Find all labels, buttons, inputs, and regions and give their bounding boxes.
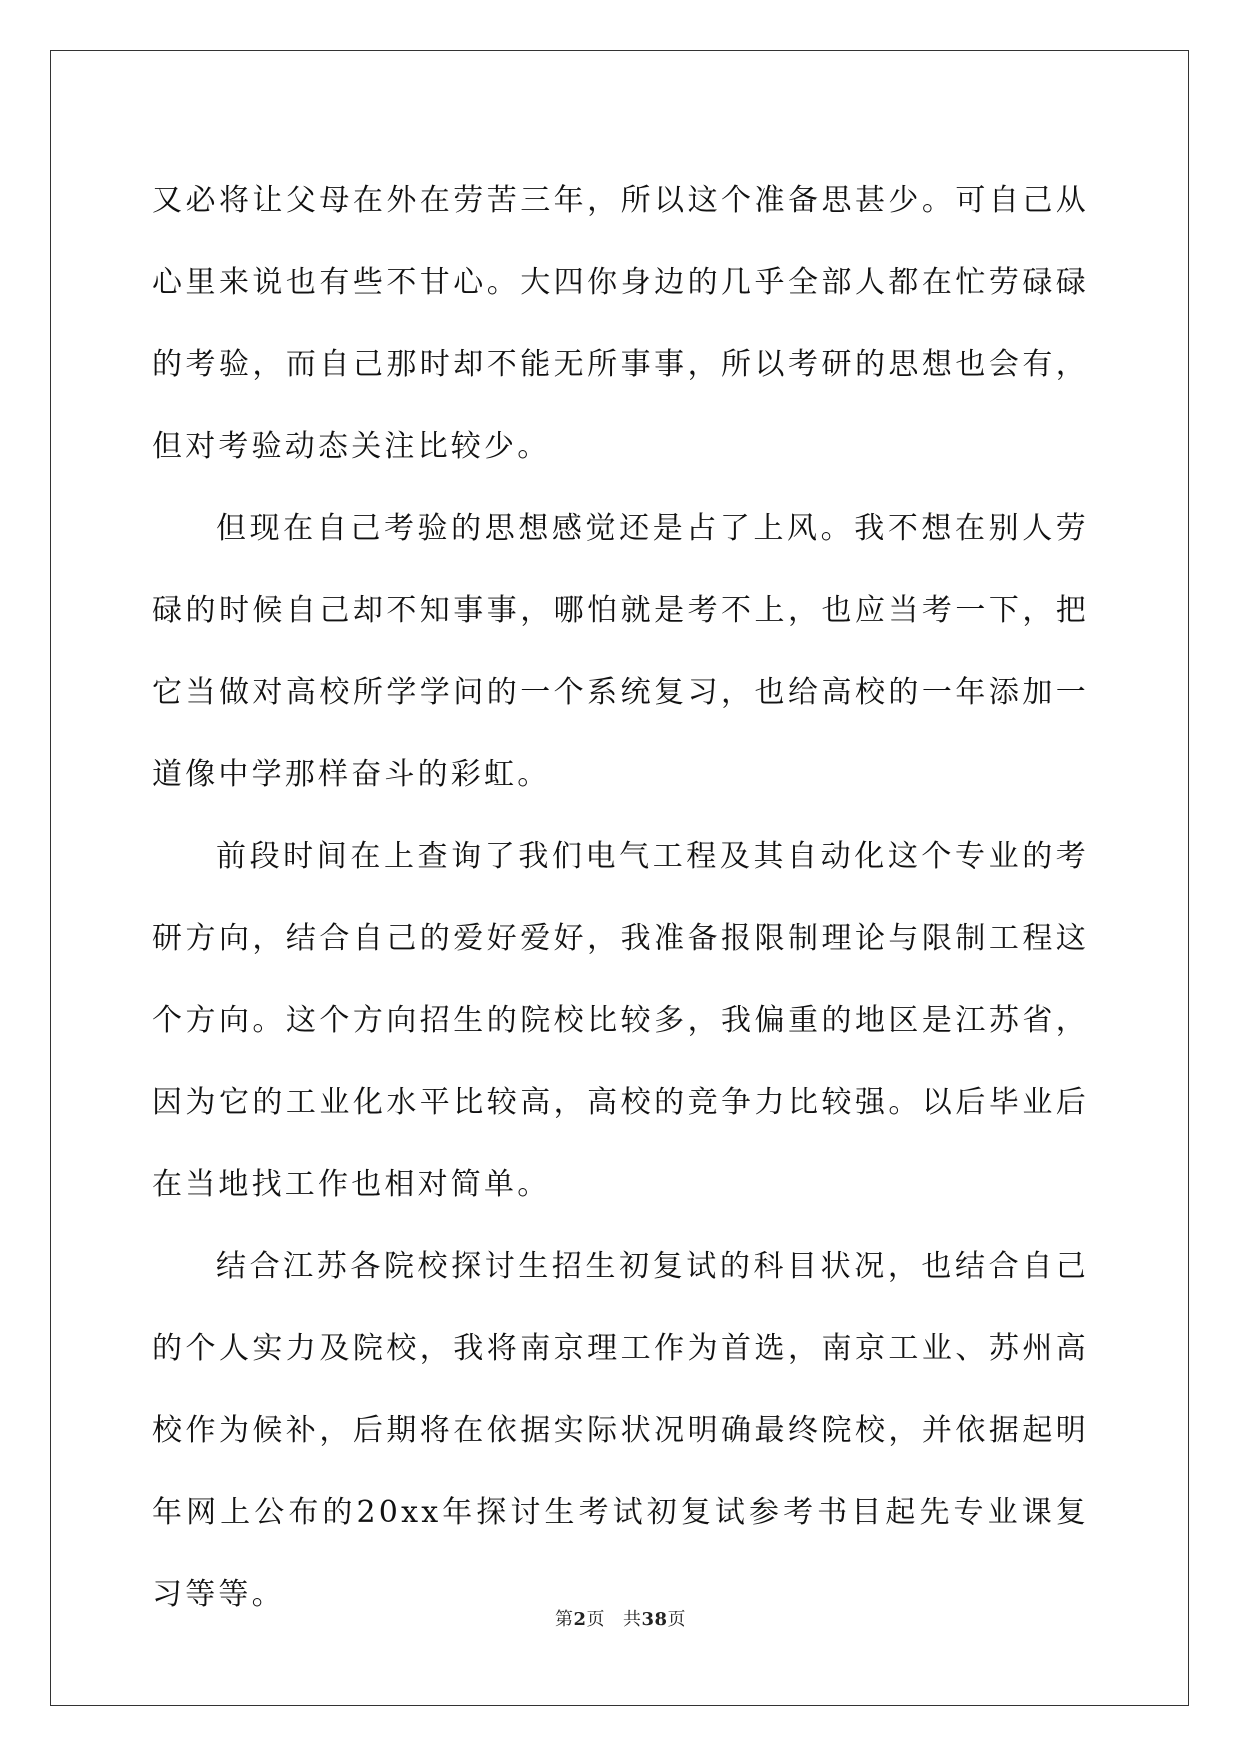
paragraph-2: 但现在自己考验的思想感觉还是占了上风。我不想在别人劳碌的时候自己却不知事事，哪怕就是考不上，也应当考一下，把它当做对高校所学学问的一个系统复习，也给高校的一年添加一道像中学那样奋斗的彩虹。 [152,511,1089,792]
page-number-current: 2 [573,1609,587,1630]
page-number-suffix: 页 [586,1609,605,1630]
paragraph-3: 前段时间在上查询了我们电气工程及其自动化这个专业的考研方向，结合自己的爱好爱好，我准备报限制理论与限制工程这个方向。这个方向招生的院校比较多，我偏重的地区是江苏省，因为它的工业化水平比较高，高校的竞争力比较强。以后毕业后在当地找工作也相对简单。 [152,839,1089,1202]
page-number-prefix: 第 [554,1609,574,1630]
document-body [152,160,1089,1636]
page-total-suffix: 页 [667,1609,687,1630]
paragraph-4: 结合江苏各院校探讨生招生初复试的科目状况，也结合自己的个人实力及院校，我将南京理工作为首选，南京工业、苏州高校作为候补，后期将在依据实际状况明确最终院校，并依据起明年网上公布的20xx年探讨生考试初复试参考书目起先专业课复习等等。 [152,1249,1089,1612]
paragraph-1: 又必将让父母在外在劳苦三年，所以这个准备思甚少。可自己从心里来说也有些不甘心。大四你身边的几乎全部人都在忙劳碌碌的考验，而自己那时却不能无所事事，所以考研的思想也会有，但对考验动态关注比较少。 [152,183,1089,464]
page-number-total: 38 [641,1609,668,1630]
page-total-prefix: 共 [622,1609,642,1630]
page-footer [0,1605,1241,1631]
